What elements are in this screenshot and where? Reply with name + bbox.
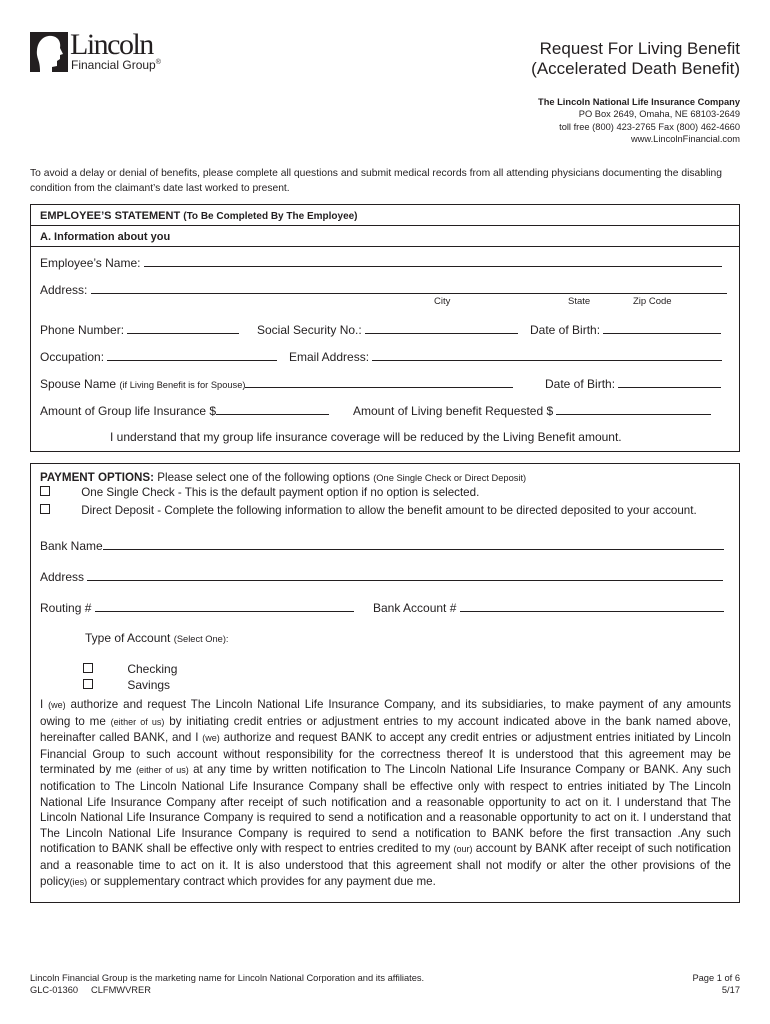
address-row: Address: <box>40 282 727 297</box>
city-caption: City <box>434 296 451 307</box>
auth-text: account by BANK after receipt of such notification and a reasonable time to act on it. It is also understood that this agreement shall not modify or alter the other provisions of the policy <box>40 842 731 888</box>
employee-statement-section <box>30 204 740 452</box>
option-direct-deposit[interactable]: Direct Deposit - Complete the following information to allow the benefit amount to be directed deposited to your account. <box>40 504 697 517</box>
phone-row: Phone Number: <box>40 322 239 337</box>
zip-caption: Zip Code <box>633 296 672 307</box>
company-address: PO Box 2649, Omaha, NE 68103-2649 <box>578 109 740 120</box>
occupation-field[interactable] <box>107 349 277 361</box>
lincoln-profile-icon <box>30 30 68 72</box>
option-single-check[interactable]: One Single Check - This is the default payment option if no option is selected. <box>40 486 479 499</box>
ssn-field[interactable] <box>365 322 518 334</box>
form-code: GLC-01360 CLFMWVRER <box>30 985 151 995</box>
bank-address-field[interactable] <box>87 569 723 581</box>
ssn-row: Social Security No.: <box>257 322 518 337</box>
auth-text: at any time by written notification to The Lincoln National Life Insurance Company or BANK. Any such notification to The Lincoln National Life Insurance Company shall be effective only with respect to entries initiated by The Lincoln National Life Insurance Company after receipt of such notification and a reasonable opportunity to act on it. I understand that The Lincoln National Life Insurance Company is required to send a notification and a reasonable opportunity to act on it. I understand that The Lincoln National Life Insurance Company is required to send a notification to BANK before the first transaction .Any such notification to BANK shall be effective only with respect to entries credited to my <box>40 763 731 856</box>
auth-note: (either of us) <box>136 765 189 776</box>
form-title: Request For Living Benefit (Accelerated Death Benefit) <box>531 39 740 78</box>
bank-name-field[interactable] <box>103 538 724 550</box>
marketing-note: Lincoln Financial Group is the marketing name for Lincoln National Corporation and its affiliates. <box>30 973 425 983</box>
payment-options-heading: PAYMENT OPTIONS: Please select one of the following options (One Single Check or Direct Deposit) <box>40 471 527 484</box>
single-check-checkbox[interactable] <box>40 486 50 496</box>
savings-option[interactable]: Savings <box>83 678 170 692</box>
routing-field[interactable] <box>95 600 354 612</box>
company-info <box>538 96 740 146</box>
address-field[interactable] <box>91 282 727 294</box>
auth-note: (ies) <box>69 876 88 887</box>
savings-checkbox[interactable] <box>83 679 93 689</box>
footer-left <box>30 972 424 996</box>
bank-account-row: Bank Account # <box>373 600 724 615</box>
routing-row: Routing # <box>40 600 354 615</box>
auth-note: (either of us) <box>110 716 165 727</box>
logo-wordmark: Lincoln <box>70 28 153 61</box>
group-life-row: Amount of Group life Insurance $ <box>40 403 329 418</box>
spouse-name-field[interactable] <box>245 376 513 388</box>
phone-field[interactable] <box>127 322 239 334</box>
acknowledgement-text: I understand that my group life insurance coverage will be reduced by the Living Benefit amount. <box>110 430 622 444</box>
state-caption: State <box>568 296 591 307</box>
employee-statement-heading: EMPLOYEE’S STATEMENT (To Be Completed By The Employee) <box>31 207 739 226</box>
bank-address-row: Address <box>40 569 723 584</box>
auth-note: (we) <box>48 700 66 710</box>
email-row: Email Address: <box>289 349 722 364</box>
occupation-row: Occupation: <box>40 349 277 364</box>
logo-subtitle: Financial Group® <box>71 58 161 72</box>
auth-text: I <box>40 698 49 711</box>
intro-text: To avoid a delay or denial of benefits, please complete all questions and submit medical records from all attending physicians documenting the disabling condition from the claimant’s date last worked to present. <box>30 168 723 194</box>
spouse-dob-field[interactable] <box>618 376 721 388</box>
page-number: Page 1 of 6 <box>692 973 740 983</box>
auth-note: (our) <box>453 844 473 855</box>
auth-text: authorize and request BANK to accept any credit entries or adjustment entries initiated by Lincoln Financial Group to such account without responsibility for the correctness thereof It is understood that this agreement may be terminated by me <box>40 731 732 777</box>
company-name: The Lincoln National Life Insurance Company <box>538 97 740 107</box>
company-phone: toll free (800) 423-2765 Fax (800) 462-4660 <box>559 121 740 132</box>
auth-text: or supplementary contract which provides for any payment due me. <box>87 874 436 888</box>
checking-checkbox[interactable] <box>83 663 93 673</box>
dob-row: Date of Birth: <box>530 322 721 337</box>
spouse-row: Spouse Name (if Living Benefit is for Spouse) <box>40 376 513 391</box>
bank-account-field[interactable] <box>460 600 724 612</box>
account-type-label: Type of Account (Select One): <box>85 631 229 645</box>
spouse-dob-row: Date of Birth: <box>545 376 721 391</box>
payment-options-section <box>30 463 740 903</box>
living-benefit-row: Amount of Living benefit Requested $ <box>353 403 711 418</box>
authorization-paragraph <box>40 697 731 890</box>
form-date: 5/17 <box>721 985 740 995</box>
direct-deposit-checkbox[interactable] <box>40 504 50 514</box>
employee-name-field[interactable] <box>144 255 722 267</box>
auth-note: (we) <box>202 733 220 744</box>
company-website: www.LincolnFinancial.com <box>630 134 740 145</box>
email-field[interactable] <box>372 349 722 361</box>
lincoln-logo <box>30 30 170 75</box>
section-a-heading: A. Information about you <box>31 227 739 247</box>
bank-name-row: Bank Name <box>40 538 724 553</box>
living-benefit-field[interactable] <box>556 403 711 415</box>
auth-text: authorize and request The Lincoln National Life Insurance Company, and its subsidiaries, to make payment of any amounts owing to me <box>40 698 731 728</box>
auth-text: by initiating credit entries or adjustment entries to my account indicated above in the bank named above, hereinafter called BANK, and I <box>40 714 731 745</box>
dob-field[interactable] <box>603 322 721 334</box>
checking-option[interactable]: Checking <box>83 662 177 676</box>
footer-right <box>692 972 740 996</box>
employee-name-row: Employee’s Name: <box>40 255 722 270</box>
group-life-field[interactable] <box>216 403 329 415</box>
